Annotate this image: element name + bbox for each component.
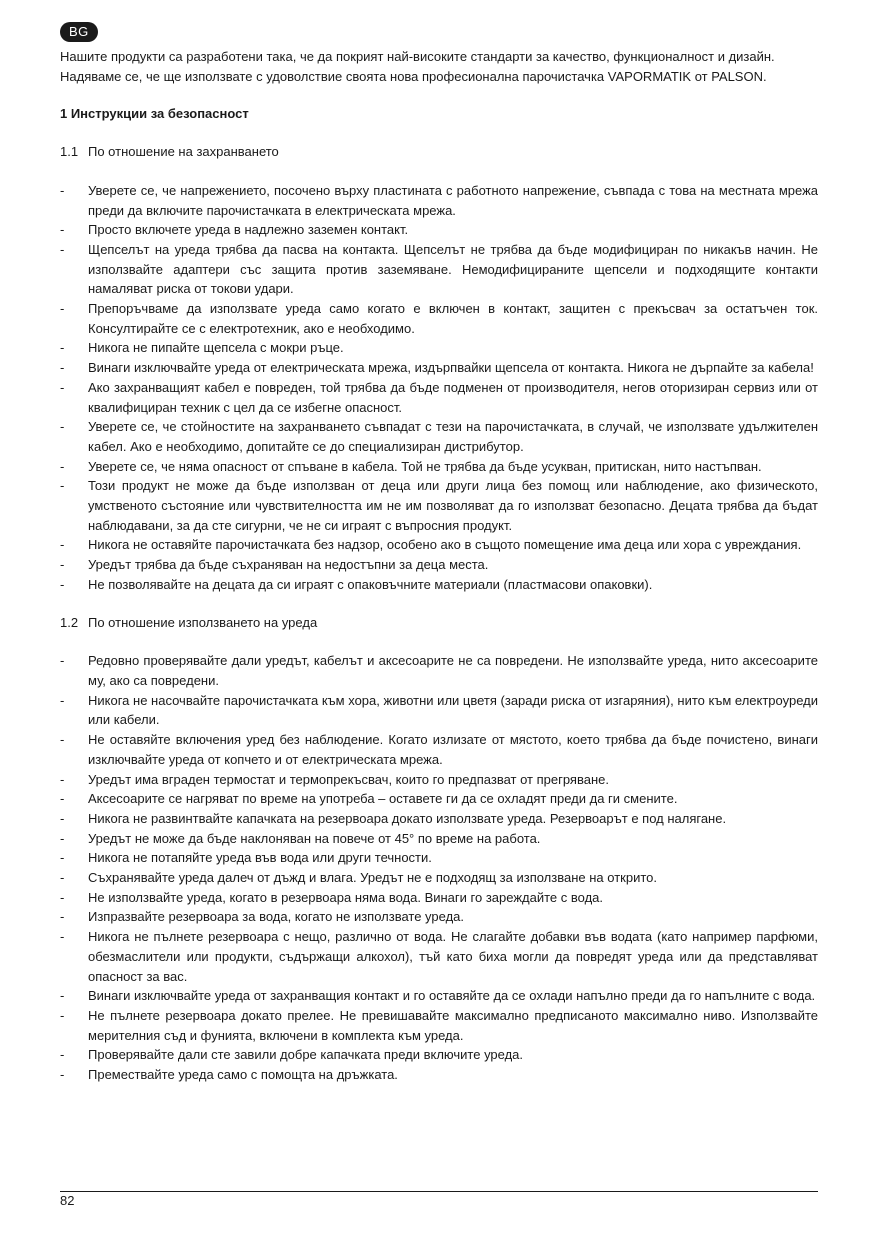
bullet-dash: -: [60, 692, 65, 708]
list-item-text: Уредът трябва да бъде съхраняван на недостъпни за деца места.: [88, 557, 489, 573]
bullet-dash: -: [60, 241, 65, 257]
bullet-dash: -: [60, 576, 65, 592]
intro-line-2: Надяваме се, че ще използвате с удоволствие своята нова професионална парочистачка VAPORMATIK от PALSON.: [60, 68, 767, 84]
list-item-text: Проверявайте дали сте завили добре капачката преди включите уреда.: [88, 1047, 524, 1063]
list-item-text: Никога не оставяйте парочистачката без надзор, особено ако в същото помещение има деца или хора с увреждания.: [88, 537, 802, 553]
list-item-text: Никога не потапяйте уреда във вода или други течности.: [88, 850, 432, 866]
bullet-dash: -: [60, 182, 65, 198]
bullet-dash: -: [60, 653, 65, 669]
list-item-text: Редовно проверявайте дали уредът, кабелът и аксесоарите не са повредени. Не използвайте уреда, нито аксесоарите му, ако са повредени.: [88, 653, 818, 688]
footer-divider: [60, 1191, 818, 1192]
list-item-text: Уверете се, че стойностите на захранването съвпадат с тези на парочистачката, в случай, че използвате удължителен кабел. Ако е необходимо, допитайте се до специализиран дистрибутор.: [88, 419, 818, 454]
subsection-number: 1.2: [60, 614, 79, 630]
list-item: [60, 457, 818, 477]
subsection-heading-1: [60, 142, 818, 162]
safety-list-power: [60, 181, 818, 595]
list-item: [60, 417, 818, 456]
list-item-text: Просто включете уреда в надлежно заземен контакт.: [88, 222, 409, 238]
section-title: 1 Инструкции за безопасност: [60, 106, 249, 122]
list-item: [60, 868, 818, 888]
bullet-dash: -: [60, 537, 65, 553]
list-item-text: Съхранявайте уреда далеч от дъжд и влага. Уредът не е подходящ за използване на открито.: [88, 870, 657, 886]
list-item-text: Уверете се, че напрежението, посочено върху пластината с работното напрежение, съвпада с това на местната мрежа преди да включите парочистачката в електрическата мрежа.: [88, 182, 818, 218]
bullet-dash: -: [60, 360, 65, 376]
list-item-text: Не оставяйте включения уред без наблюдение. Когато излизате от мястото, което трябва да бъде почистено, винаги изключвайте уреда от копчето и от електрическата мрежа.: [88, 732, 818, 767]
list-item-text: Не използвайте уреда, когато в резервоара няма вода. Винаги го зареждайте с вода.: [88, 889, 603, 905]
list-item: [60, 651, 818, 690]
list-item-text: Уредът не може да бъде наклоняван на повече от 45° по време на работа.: [88, 830, 541, 846]
bullet-dash: -: [60, 340, 65, 356]
bullet-dash: -: [60, 1067, 65, 1083]
subsection-number: 1.1: [60, 144, 79, 160]
intro-paragraph: [60, 47, 818, 86]
list-item: [60, 1006, 818, 1045]
list-item: [60, 378, 818, 417]
bullet-dash: -: [60, 1047, 65, 1063]
list-item-text: Този продукт не може да бъде използван от деца или други лица без помощ или наблюдение, ако физическото, умственото състояние или чувствителността им не им позволяват да го използват безопасно. Децата трябва да бъдат наблюдавани, за да сте сигурни, че не си играят с въпросния продукт.: [88, 478, 818, 533]
list-item: [60, 789, 818, 809]
page-number: 82: [60, 1193, 75, 1208]
list-item: [60, 535, 818, 555]
bullet-dash: -: [60, 379, 65, 395]
list-item: [60, 1065, 818, 1085]
list-item-text: Ако захранващият кабел е повреден, той трябва да бъде подменен от производителя, негов оторизиран сервиз или от квалифициран техник с цел да се избегне опасност.: [88, 379, 818, 415]
bullet-dash: -: [60, 557, 65, 573]
list-item-text: Винаги изключвайте уреда от захранващия контакт и го оставяйте да се охлади напълно преди да го напълните с вода.: [88, 988, 816, 1004]
safety-list-usage: [60, 651, 818, 1084]
list-item-text: Никога не пипайте щепсела с мокри ръце.: [88, 340, 344, 356]
list-item: [60, 986, 818, 1006]
language-badge: BG: [60, 22, 98, 42]
list-item: [60, 476, 818, 535]
bullet-dash: -: [60, 301, 65, 317]
list-item: [60, 299, 818, 338]
subsection-title: По отношение използването на уреда: [88, 614, 318, 630]
list-item-text: Изпразвайте резервоара за вода, когато не използвате уреда.: [88, 909, 465, 925]
list-item-text: Уредът има вграден термостат и термопрекъсвач, които го предпазват от прегряване.: [88, 771, 609, 787]
bullet-dash: -: [60, 850, 65, 866]
bullet-dash: -: [60, 988, 65, 1004]
list-item: [60, 338, 818, 358]
bullet-dash: -: [60, 791, 65, 807]
subsection-heading-2: [60, 613, 818, 633]
list-item-text: Никога не пълнете резервоара с нещо, различно от вода. Не слагайте добавки във водата (като например парфюми, обезмаслители или продукти, съдържащи алкохол), тъй като биха могли да повредят уреда или да представляват опасност за вас.: [88, 929, 818, 984]
list-item-text: Щепселът на уреда трябва да пасва на контакта. Щепселът не трябва да бъде модифициран по никакъв начин. Не използвайте адаптери със защита против заземяване. Немодифицираните щепсели и подходящите контакти намаляват риска от токови удари.: [88, 241, 818, 297]
bullet-dash: -: [60, 222, 65, 238]
bullet-dash: -: [60, 771, 65, 787]
list-item-text: Никога не насочвайте парочистачката към хора, животни или цветя (заради риска от изгаряния), нито към електроуреди или кабели.: [88, 692, 818, 728]
list-item: [60, 907, 818, 927]
list-item-text: Не позволявайте на децата да си играят с опаковъчните материали (пластмасови опаковки).: [88, 576, 653, 592]
list-item: [60, 770, 818, 790]
list-item: [60, 220, 818, 240]
list-item: [60, 927, 818, 986]
list-item: [60, 555, 818, 575]
bullet-dash: -: [60, 929, 65, 945]
list-item-text: Никога не развинтвайте капачката на резервоара докато използвате уреда. Резервоарът е под налягане.: [88, 810, 727, 826]
list-item-text: Уверете се, че няма опасност от спъване в кабела. Той не трябва да бъде усукван, притискан, нито настъпван.: [88, 458, 762, 474]
list-item-text: Препоръчваме да използвате уреда само когато е включен в контакт, защитен с прекъсвач за остатъчен ток. Консултирайте се с електротехник, ако е необходимо.: [88, 301, 818, 336]
list-item-text: Премествайте уреда само с помощта на дръжката.: [88, 1067, 398, 1083]
bullet-dash: -: [60, 419, 65, 435]
bullet-dash: -: [60, 830, 65, 846]
bullet-dash: -: [60, 732, 65, 748]
list-item: [60, 888, 818, 908]
list-item: [60, 358, 818, 378]
list-item: [60, 829, 818, 849]
list-item: [60, 809, 818, 829]
list-item: [60, 575, 818, 595]
bullet-dash: -: [60, 810, 65, 826]
subsection-title: По отношение на захранването: [88, 144, 279, 160]
intro-line-1: Нашите продукти са разработени така, че да покрият най-високите стандарти за качество, функционалност и дизайн.: [60, 49, 775, 64]
list-item: [60, 181, 818, 220]
bullet-dash: -: [60, 458, 65, 474]
list-item: [60, 240, 818, 299]
bullet-dash: -: [60, 1007, 65, 1023]
bullet-dash: -: [60, 870, 65, 886]
list-item: [60, 1045, 818, 1065]
bullet-dash: -: [60, 478, 65, 494]
bullet-dash: -: [60, 889, 65, 905]
list-item: [60, 691, 818, 730]
list-item-text: Аксесоарите се нагряват по време на употреба – оставете ги да се охладят преди да ги смените.: [88, 791, 678, 807]
list-item: [60, 848, 818, 868]
list-item-text: Винаги изключвайте уреда от електрическата мрежа, издърпвайки щепсела от контакта. Никога не дърпайте за кабела!: [88, 360, 814, 376]
list-item-text: Не пълнете резервоара докато прелее. Не превишавайте максимално предписаното максимално ниво. Използвайте мерителния съд и фунията, включени в комплекта към уреда.: [88, 1007, 818, 1043]
bullet-dash: -: [60, 909, 65, 925]
list-item: [60, 730, 818, 769]
document-page: [60, 22, 818, 1085]
